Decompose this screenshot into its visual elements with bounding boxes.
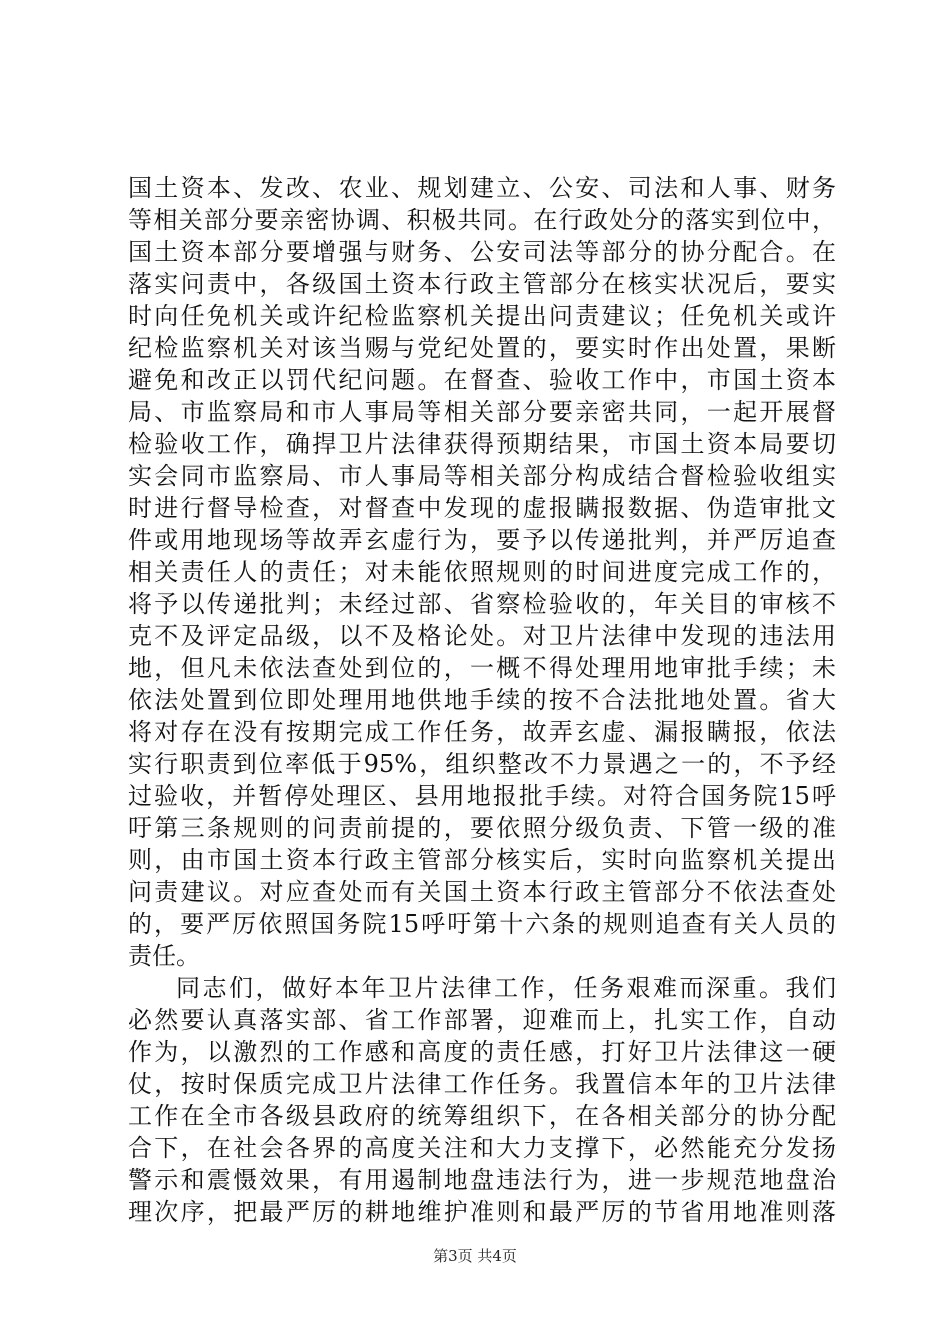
text-line: 将对存在没有按期完成工作任务，故弄玄虚、漏报瞒报，依法 (128, 718, 836, 746)
text-line: 实会同市监察局、市人事局等相关部分构成结合督检验收组实 (128, 462, 836, 490)
text-line: 依法处置到位即处理用地供地手续的按不合法批地处置。省大 (128, 686, 836, 714)
text-line: 时向任免机关或许纪检监察机关提出问责建议；任免机关或许 (128, 302, 836, 330)
text-line: 等相关部分要亲密协调、积极共同。在行政处分的落实到位中， (128, 206, 836, 234)
text-line: 将予以传递批判；未经过部、省察检验收的，年关目的审核不 (128, 590, 836, 618)
text-line: 吁第三条规则的问责前提的，要依照分级负责、下管一级的准 (128, 814, 836, 842)
text-line: 同志们，做好本年卫片法律工作，任务艰难而深重。我们 (176, 974, 836, 1002)
text-line: 的，要严厉依照国务院15呼吁第十六条的规则追查有关人员的 (128, 910, 836, 938)
text-line: 警示和震慑效果，有用遏制地盘违法行为，进一步规范地盘治 (128, 1166, 836, 1194)
text-line: 问责建议。对应查处而有关国土资本行政主管部分不依法查处 (128, 878, 836, 906)
text-line: 地，但凡未依法查处到位的，一概不得处理用地审批手续；未 (128, 654, 836, 682)
text-line: 实行职责到位率低于95%，组织整改不力景遇之一的，不予经 (128, 750, 836, 778)
text-line: 落实问责中，各级国土资本行政主管部分在核实状况后，要实 (128, 270, 836, 298)
text-line: 克不及评定品级，以不及格论处。对卫片法律中发现的违法用 (128, 622, 836, 650)
text-line: 局、市监察局和市人事局等相关部分要亲密共同，一起开展督 (128, 398, 836, 426)
text-line: 合下，在社会各界的高度关注和大力支撑下，必然能充分发扬 (128, 1134, 836, 1162)
text-line: 责任。 (128, 942, 200, 970)
text-line: 作为，以激烈的工作感和高度的责任感，打好卫片法律这一硬 (128, 1038, 836, 1066)
paragraph-1 (128, 172, 836, 972)
text-line: 检验收工作，确捍卫片法律获得预期结果，市国土资本局要切 (128, 430, 836, 458)
text-line: 理次序，把最严厉的耕地维护准则和最严厉的节省用地准则落 (128, 1198, 836, 1226)
text-line: 仗，按时保质完成卫片法律工作任务。我置信本年的卫片法律 (128, 1070, 836, 1098)
text-line: 必然要认真落实部、省工作部署，迎难而上，扎实工作，自动 (128, 1006, 836, 1034)
text-line: 件或用地现场等故弄玄虚行为，要予以传递批判，并严厉追查 (128, 526, 836, 554)
body-text (128, 172, 836, 1228)
page-number: 第3页 共4页 (433, 1247, 517, 1265)
text-line: 纪检监察机关对该当赐与党纪处置的，要实时作出处置，果断 (128, 334, 836, 362)
text-line: 避免和改正以罚代纪问题。在督查、验收工作中，市国土资本 (128, 366, 836, 394)
text-line: 国土资本、发改、农业、规划建立、公安、司法和人事、财务 (128, 174, 836, 202)
text-line: 相关责任人的责任；对未能依照规则的时间进度完成工作的， (128, 558, 836, 586)
text-line: 过验收，并暂停处理区、县用地报批手续。对符合国务院15呼 (128, 782, 836, 810)
text-line: 工作在全市各级县政府的统筹组织下，在各相关部分的协分配 (128, 1102, 836, 1130)
text-line: 国土资本部分要增强与财务、公安司法等部分的协分配合。在 (128, 238, 836, 266)
text-line: 则，由市国土资本行政主管部分核实后，实时向监察机关提出 (128, 846, 836, 874)
page-footer (0, 1246, 950, 1266)
paragraph-2 (128, 972, 836, 1228)
text-line: 时进行督导检查，对督查中发现的虚报瞒报数据、伪造审批文 (128, 494, 836, 522)
